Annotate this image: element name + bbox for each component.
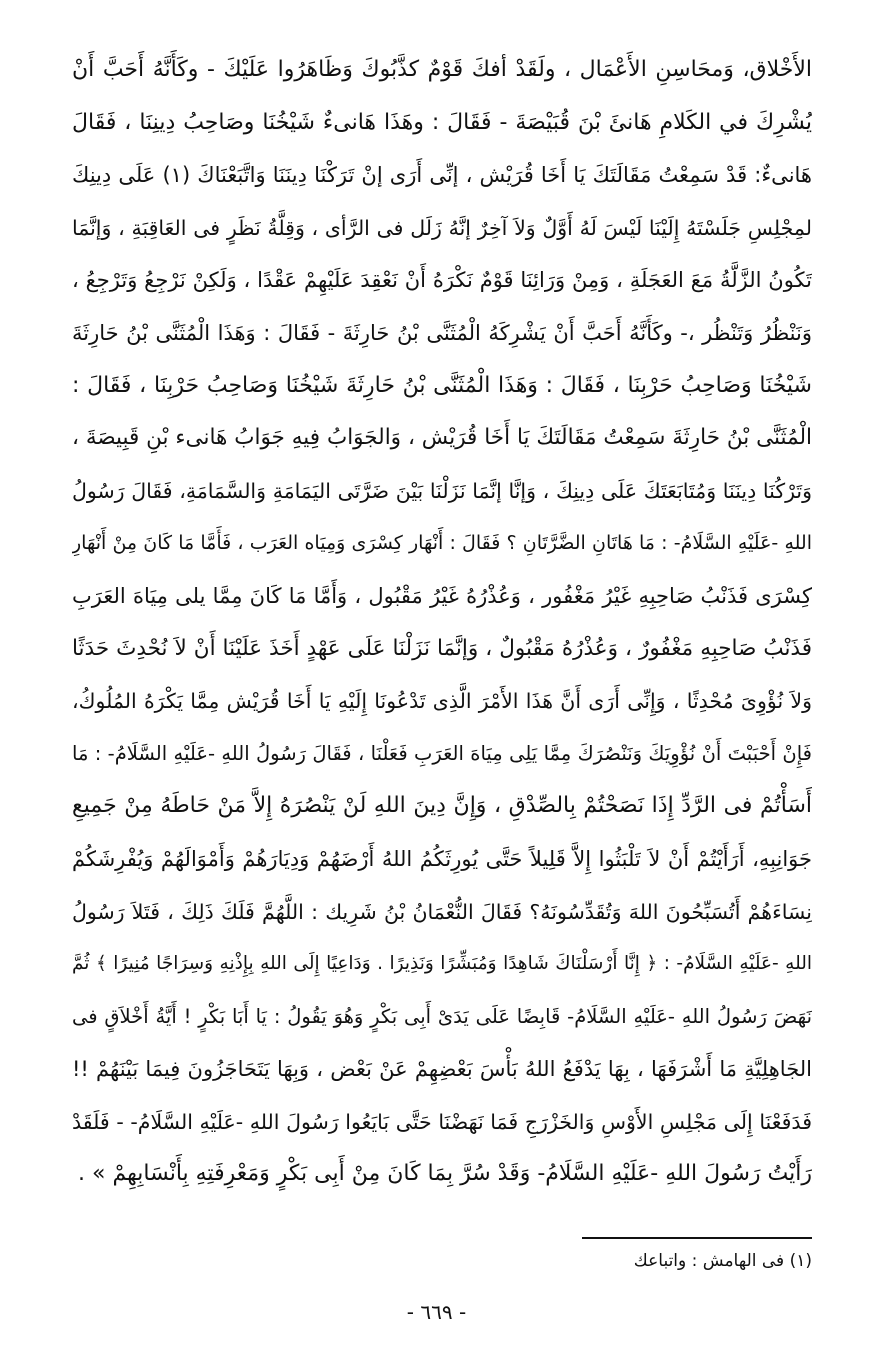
- text-line-16: جَوَانِبِهِ، أَرَأَيْتُمْ أَنْ لاَ تَلْبَثُوا إِلاَّ قَلِيلاً حَتَّى يُورِثَكُمُ اللهُ أَرْضَهُمْ وَدِيَارَهُمْ وَأَمْوَالَهُمْ وَيُفْرِشَكُمْ: [72, 846, 812, 871]
- page-number: - ٦٦٩ -: [406, 1300, 467, 1324]
- main-text-block: [72, 44, 812, 1201]
- text-line-8: الْمُثَنَّى بْنُ حَارِثَةَ سَمِعْتُ مَقَالَتَكَ يَا أَخَا قُرَيْش ، وَالجَوَابُ فِيهِ جَوَابُ هَانىء بْنِ قَبِيصَةَ ،: [72, 425, 812, 451]
- text-line-3: هَانىءٌ: قَدْ سَمِعْتُ مَقَالَتَكَ يَا أَخَا قُرَيْش ، إنِّى أَرَى إنْ تَرَكْنَا دِينَنَا وَاتَّبَعْنَاكَ (١) عَلَى دِينِكَ: [72, 163, 812, 188]
- text-line-2: يُشْرِكَ في الكَلامِ هَانئَ بْنَ قُبَيْصَةَ - فَقَالَ : وهَذَا هَانىءٌ شَيْخُنَا وصَاحِبُ دِينِنَا ، فَقَالَ: [72, 109, 812, 135]
- text-line-13: وَلاَ نُؤْوِىَ مُحْدِثًا ، وَإِنِّى أَرَى أَنَّ هَذَا الأَمْرَ الَّذِى تَدْعُونَا إِلَيْهِ يَا أَخَا قُرَيْش مِمَّا يَكْرَهُ المُلُوكُ،: [72, 689, 812, 714]
- text-line-10: اللهِ -عَلَيْهِ السَّلَامُ- : مَا هَاتَانِ الضَّرَّتَانِ ؟ فَقَالَ : أَنْهَار كِسْرَى وَمِيَاه العَرَب ، فَأَمَّا مَا كَانَ مِنْ أَنْهَارِ: [72, 532, 812, 555]
- footnote: (١) فى الهامش : واتباعك: [633, 1251, 812, 1271]
- text-line-5: تَكُونُ الزَّلَّةُ مَعَ العَجَلَةِ ، وَمِنْ وَرَائِنَا قَوْمٌ نَكْرَهُ أَنْ نَعْقِدَ عَلَيْهِمْ عَقْدًا ، وَلَكِنْ نَرْجِعُ وَتَرْجِعُ ،: [72, 268, 812, 293]
- text-line-6: وَنَنْظُرُ وَتَنْظُر ،- وكَأَنَّهُ أَحَبَّ أَنْ يَشْرِكَهُ الْمُثَنَّى بْنُ حَارِثَةَ - فَقَالَ : وَهَذَا الْمُثَنَّى بْنُ حَارِثَةَ: [72, 320, 812, 345]
- text-line-15: أَسَأْتُمْ فى الرَّدِّ إِذَا نَصَحْتُمْ بِالصِّدْقِ ، وَإِنَّ دِينَ اللهِ لَنْ يَنْصُرَهُ إِلاَّ مَنْ حَاطَهُ مِنْ جَمِيعِ: [72, 793, 812, 819]
- text-line-17: نِسَاءَهُمْ أَتُسَبِّحُونَ اللهَ وَتُقَدِّسُونَهُ؟ فَقَالَ النُّعْمَانُ بْنُ شَرِيك : اللَّهُمَّ فَلَكَ ذَلِكَ ، فَتَلاَ رَسُولُ: [72, 899, 812, 924]
- footnote-divider: [582, 1237, 812, 1239]
- text-line-12: فَذَنْبُ صَاحِبِهِ مَغْفُورٌ ، وَعُذْرُهُ مَقْبُولٌ ، وَإنَّمَا نَزَلْنَا عَلَى عَهْدٍ أَخَذَ عَلَيْنَا أَنْ لاَ نُحْدِثَ حَدَثًا: [72, 635, 812, 661]
- text-line-14: فَإِنْ أَحْبَبْتَ أَنْ نُؤْوِيَكَ وَنَنْصُرَكَ مِمَّا يَلِى مِيَاهَ العَرَبِ فَعَلْنَا ، فَقَالَ رَسُولُ اللهِ -عَلَيْهِ السَّلَامُ- : مَا: [72, 741, 812, 765]
- text-line-7: شَيْخُنَا وَصَاحِبُ حَرْبِنَا ، فَقَالَ : وَهَذَا الْمُثَنَّى بْنُ حَارِثَةَ شَيْخُنَا وَصَاحِبُ حَرْبِنَا ، فَقَالَ :: [72, 372, 812, 398]
- text-line-1: الأَخْلاق، وَمحَاسِنِ الأَعْمَال ، ولَقَدْ أفكَ قَوْمٌ كذَّبُوكَ وَظَاهَرُوا عَلَيْكَ - وكَأَنَّهُ أَحَبَّ أَنْ: [72, 57, 812, 82]
- text-line-11: كِسْرَى فَذَنْبُ صَاحِبِهِ غَيْرُ مَغْفُور ، وَعُذْرُهُ غَيْرُ مَقْبُول ، وَأَمَّا مَا كَانَ مِمَّا يلى مِيَاهَ العَرَبِ: [72, 583, 812, 608]
- text-line-19: نَهَضَ رَسُولُ اللهِ -عَلَيْهِ السَّلَامُ- قَابِضًا عَلَى يَدَىْ أَبِى بَكْرٍ وَهُوَ يَقُولُ : يَا أَبَا بَكْرٍ ! أَيَّةُ أَخْلاَقٍ فى: [72, 1004, 812, 1028]
- text-line-4: لمِجْلِسِ جَلَسْتَهُ إِلَيْنَا لَيْسَ لَهُ أَوَّلٌ وَلاَ آخِرٌ إنَّهُ زَلَل فى الرَّأى ، وَقِلَّةُ نَظَرٍ فى العَاقِبَةِ ، وَإنَّمَا: [72, 215, 812, 240]
- text-line-20: الجَاهِلِيَّةِ مَا أَشْرَفَهَا ، بِهَا يَدْفَعُ اللهُ بَأْسَ بَعْضِهِمْ عَنْ بَعْض ، وَبِهَا يَتَحَاجَزُونَ فِيمَا بَيْنَهُمْ !!: [72, 1057, 812, 1082]
- text-line-21: فَدَفَعْنَا إِلَى مَجْلِسِ الأَوْسِ وَالخَزْرَجِ فَمَا نَهَضْنَا حَتَّى بَايَعُوا رَسُولَ اللهِ -عَلَيْهِ السَّلَامُ- - فَلَقَدْ: [72, 1109, 812, 1134]
- text-line-18: اللهِ -عَلَيْهِ السَّلَامُ- : ﴿ إِنَّا أَرْسَلْنَاكَ شَاهِدًا وَمُبَشِّرًا وَنَذِيرًا . وَدَاعِيًا إِلَى اللهِ بِإِذْنِهِ وَسِرَاجًا مُنِيرًا ﴾ ثُمَّ: [72, 953, 812, 975]
- text-line-9: وَتَرْكُنَا دِينَنَا وَمُتَابَعَتَكَ عَلَى دِينِكَ ، وَإنَّا إنَّمَا نَزَلْنَا بَيْنَ ضَرَّتَى اليَمَامَةِ وَالسَّمَامَةِ، فَقَالَ رَسُولُ: [72, 478, 812, 503]
- text-line-22: رَأَيْتُ رَسُولَ اللهِ -عَلَيْهِ السَّلَامُ- وَقَدْ سُرَّ بِمَا كَانَ مِنْ أَبِى بَكْرٍ وَمَعْرِفَتِهِ بِأَنْسَابِهِمْ » .: [78, 1161, 812, 1187]
